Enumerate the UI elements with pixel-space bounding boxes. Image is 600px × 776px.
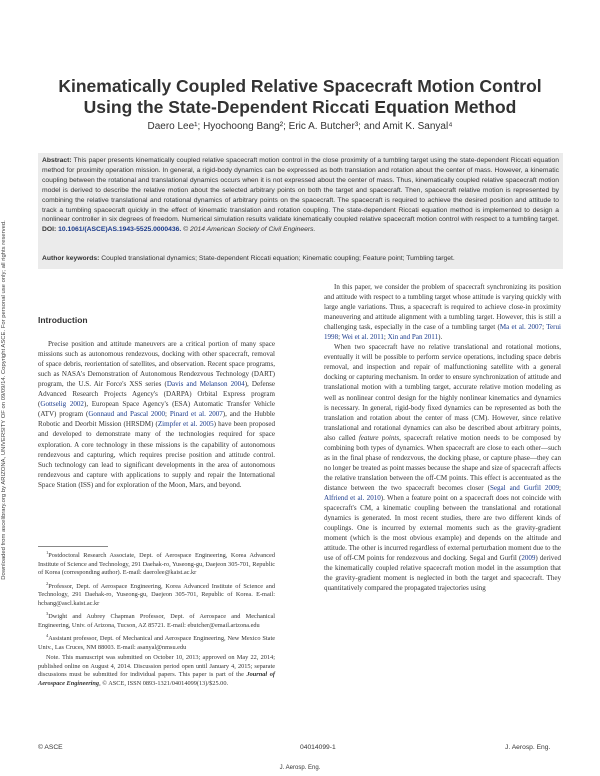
footer-page-id: 04014099-1 bbox=[300, 744, 336, 751]
keywords-text: Coupled translational dynamics; State-dependent Riccati equation; Kinematic coupling; Feature point; Tumbling target. bbox=[101, 255, 455, 262]
title-line-1: Kinematically Coupled Relative Spacecraft Motion Control bbox=[58, 76, 542, 96]
footnote: $^1$Postdoctoral Research Associate, Dept. of Aerospace Engineering, Korea Advanced Institute of Science and Technology, 291 Daehak-ro, Yuseong-gu, Daejeon 305-701, Republic of Korea (corresponding author). E-mail: daerolee@kaist.ac.kr bbox=[38, 550, 275, 577]
paper-title bbox=[20, 76, 580, 118]
footnote-divider bbox=[38, 546, 108, 547]
citation[interactable]: Ma et al. 2007 bbox=[499, 323, 543, 332]
intro-paragraph: Precise position and attitude maneuvers are a critical portion of many space missions such as autonomous rendezvous, docking with other spacecraft, removal of space debris, reorientation of satellites, and observation. Recent space programs, such as NASA's Demonstration of Autonomous Rendezvous Technology (DART) program, the U.S. Air Force's XSS series (Davis and Melanson 2004), Defense Advanced Research Projects Agency's (DARPA) Orbital Express program (Gottselig 2002), European Space Agency's (ESA) Automatic Transfer Vehicle (ATV) program (Gonnaud and Pascal 2000; Pinard et al. 2007), and the Hubble Robotic and Deorbit Mission (HRSDM) (Zimpfer et al. 2005) have been proposed and developed to demonstrate many of the technologies required for space exploration. A core technology in these missions is the capability of autonomous rendezvous and capturing, which requires precise position and attitude control. Such technology can lead to significant developments in the area of autonomous rendezvous and capture with applications to supply and repair the International Space Station (ISS) and for exploration of the Moon, Mars, and beyond. bbox=[38, 340, 275, 489]
citation[interactable]: Zimpfer et al. 2005 bbox=[157, 420, 214, 429]
right-column bbox=[324, 282, 561, 593]
citation[interactable]: 2009 bbox=[521, 554, 536, 563]
body-paragraph: In this paper, we consider the problem of spacecraft synchronizing its position and attitude with respect to a tumbling target whose attitude is varying quickly with large angle variations. Thus, a spacecraft is required to achieve close-in proximity maneuvering and attitude alignment with a tumbling target. However, this is still a challenging task, especially in the case of a tumbling target (Ma et al. 2007; Terui 1998; Wei et al. 2011; Xin and Pan 2011). bbox=[324, 283, 561, 342]
author-keywords bbox=[42, 254, 559, 264]
title-line-2: Using the State-Dependent Riccati Equation Method bbox=[83, 97, 517, 117]
footnote: $^3$Dwight and Aubrey Chapman Professor, Dept. of Aerospace and Mechanical Engineering, Univ. of Arizona, Tucson, AZ 85721. E-mail: ebutcher@email.arizona.edu bbox=[38, 611, 275, 629]
body-paragraph: When two spacecraft have no relative translational and rotational motions, eventually it will be possible to perform service operations, including space debris removal, and inspection and repair of malfunctioning satellite with a general docking or capturing mechanism. In order to ensure synchronization of attitude and translational motion with a tumbling target, accurate relative motion modeling as well as nonlinear control design for the highly nonlinear kinematics and dynamics is necessary. In general, rigid-body fixed dynamics can be represented as both the translation and rotation about the center of mass (CM). However, since relative translational and rotational dynamics can also be described about arbitrary points, also called feature points, spacecraft relative motion needs to be composed by combining both types of dynamics. When spacecraft are close to each other—such as in the final phase of rendezvous, the docking phase, or capture phase—they can no longer be treated as point masses because the shape and size of spacecraft affects the relative translation between the off-CM points. This effect is accentuated as the distance between the two spacecraft becomes closer (Segal and Gurfil 2009; Alfriend et al. 2010). When a feature point on a spacecraft does not coincide with spacecraft's CM, a kinematic coupling between the translational and rotational dynamics is generated. In most recent studies, there are two different kinds of couplings. One is incurred by external moments such as the gravity-gradient moment (which is the most obvious example) and depends on the altitude and attitude. The other is incurred regardless of external perturbation moment due to the use of off-CM points for rendezvous and docking. Segal and Gurfil (2009) derived the kinematically coupled relative spacecraft motion model in the assumption that the gravity-gradient moment is neglected in both the target and spacecraft. They quantitatively compared the propagated trajectories using bbox=[324, 343, 562, 593]
citation[interactable]: Terui 1998 bbox=[324, 323, 561, 342]
download-notice-text: Downloaded from ascelibrary.org by ARIZONA, UNIVERSITY OF on 09/09/14. Copyright ASCE. For personal use only; all rights reserved. bbox=[1, 220, 7, 580]
abstract-text: This paper presents kinematically coupled relative spacecraft motion control in the close proximity of a tumbling target using the state-dependent Riccati equation method for proximity operation mission. In general, a rigid-body dynamics can be expressed as both translation and rotation about the center of mass. However, a kinematic coupling between the rotational and translational dynamics occurs when it is not expressed about the center of mass. Thus, kinematically coupled relative spacecraft motion model is derived to describe the relative motion about the selected arbitrary points on both the target and spacecraft. Then, spacecraft relative motion is represented by combining the relative translational and rotational dynamics of arbitrary points on the spacecraft. The spacecraft is required to achieve the desired position and attitude to track a tumbling spacecraft quickly in the effect of kinematic translation and rotation coupling. The state-dependent Riccati equation method is implemented to design a nonlinear controller in six degrees of freedom. Numerical simulation results validate kinematically coupled relative spacecraft motion control with respect to a tumbling target. bbox=[42, 157, 559, 224]
footnote: $^2$Professor, Dept. of Aerospace Engineering, Korea Advanced Institute of Science and Technology, 291 Daehak-ro, Yuseong-gu, Daejeon 305-701, Republic of Korea. E-mail: hcbang@ascl.kaist.ac.kr bbox=[38, 580, 275, 607]
footer-copyright: © ASCE bbox=[38, 744, 63, 751]
citation[interactable]: Wei et al. 2011 bbox=[341, 333, 384, 342]
citation[interactable]: Pinard et al. 2007 bbox=[169, 410, 223, 419]
footnote: $^4$Assistant professor, Dept. of Mechanical and Aerospace Engineering, New Mexico State Univ., Las Cruces, NM 88003. E-mail: asanyal@nmsu.edu bbox=[38, 633, 275, 651]
abstract bbox=[42, 156, 559, 235]
copyright-notice: © 2014 American Society of Civil Engineers. bbox=[183, 226, 316, 234]
citation[interactable]: Segal and Gurfil 2009 bbox=[489, 483, 560, 492]
page-journal-tag: J. Aerosp. Eng. bbox=[279, 765, 321, 771]
doi-label: DOI: bbox=[42, 226, 57, 234]
keywords-label: Author keywords: bbox=[42, 255, 100, 262]
section-heading-introduction: Introduction bbox=[38, 315, 88, 325]
footnotes bbox=[38, 549, 275, 690]
download-notice bbox=[0, 165, 12, 635]
abstract-label: Abstract: bbox=[42, 157, 72, 164]
citation[interactable]: Xin and Pan 2011 bbox=[387, 333, 439, 342]
citation[interactable]: Davis and Melanson 2004 bbox=[166, 380, 245, 389]
citation[interactable]: Gonnaud and Pascal 2000 bbox=[88, 410, 165, 419]
submission-note: Note. This manuscript was submitted on October 10, 2013; approved on May 22, 2014; published online on August 4, 2014. Discussion period open until January 4, 2015; separate discussions must be submitted for individual papers. This paper is part of the Journal of Aerospace Engineering, © ASCE, ISSN 0893-1321/04014099(13)/$25.00. bbox=[38, 654, 275, 687]
doi-link[interactable]: 10.1061/(ASCE)AS.1943-5525.0000436. bbox=[58, 226, 182, 234]
author-list: Daero Lee¹; Hyochoong Bang²; Eric A. Butcher³; and Amit K. Sanyal⁴ bbox=[147, 121, 453, 132]
citation[interactable]: Gottselig 2002 bbox=[40, 400, 84, 409]
left-column bbox=[38, 282, 275, 490]
footer-journal-abbrev: J. Aerosp. Eng. bbox=[505, 744, 551, 751]
citation[interactable]: Alfriend et al. 2010 bbox=[324, 493, 381, 502]
